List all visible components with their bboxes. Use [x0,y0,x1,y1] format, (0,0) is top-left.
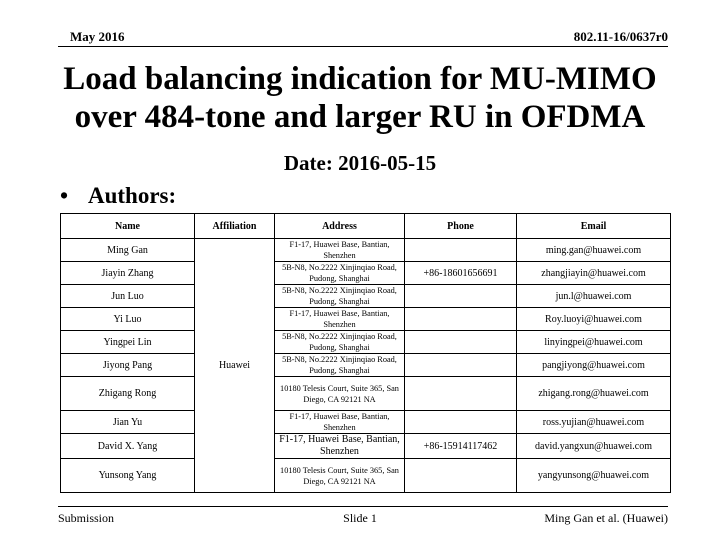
author-phone [405,411,517,434]
author-email: zhangjiayin@huawei.com [517,262,671,285]
table-row [61,239,671,262]
author-email: zhigang.rong@huawei.com [517,377,671,411]
table-row [61,459,671,493]
author-email: Roy.luoyi@huawei.com [517,308,671,331]
table-row [61,331,671,354]
table-row [61,262,671,285]
author-name: Yingpei Lin [61,331,195,354]
author-name: Jun Luo [61,285,195,308]
author-phone [405,459,517,493]
author-address: F1-17, Huawei Base, Bantian, Shenzhen [275,308,405,331]
column-header: Phone [405,214,517,239]
column-header: Email [517,214,671,239]
author-email: ming.gan@huawei.com [517,239,671,262]
author-name: Yunsong Yang [61,459,195,493]
table-row [61,377,671,411]
column-header: Affiliation [195,214,275,239]
author-address: F1-17, Huawei Base, Bantian, Shenzhen [275,239,405,262]
slide-title: Load balancing indication for MU-MIMO over 484-tone and larger RU in OFDMA [63,61,657,135]
author-email: linyingpei@huawei.com [517,331,671,354]
author-phone [405,331,517,354]
author-address: 5B-N8, No.2222 Xinjinqiao Road, Pudong, Shanghai [275,331,405,354]
author-phone [405,377,517,411]
author-email: yangyunsong@huawei.com [517,459,671,493]
bullet-icon: • [60,183,69,208]
date-line: Date: 2016-05-15 [283,151,437,175]
author-phone: +86-15914117462 [405,434,517,459]
author-email: jun.l@huawei.com [517,285,671,308]
author-address: 5B-N8, No.2222 Xinjinqiao Road, Pudong, Shanghai [275,262,405,285]
footer-rule [58,506,668,507]
author-affiliation: Huawei [195,239,275,493]
table-header-row [61,214,671,239]
header-rule [58,46,668,47]
author-address: F1-17, Huawei Base, Bantian, Shenzhen [275,434,405,459]
footer-author: Ming Gan et al. (Huawei) [544,511,668,525]
author-email: david.yangxun@huawei.com [517,434,671,459]
footer-slide-number: Slide 1 [343,511,377,525]
author-address: 10180 Telesis Court, Suite 365, San Diego, CA 92121 NA [275,459,405,493]
table-row [61,434,671,459]
header-doc-id: 802.11-16/0637r0 [573,29,668,44]
author-phone [405,285,517,308]
author-phone [405,354,517,377]
author-name: Yi Luo [61,308,195,331]
table-row [61,285,671,308]
authors-heading [60,183,176,209]
authors-table [60,213,671,493]
author-email: ross.yujian@huawei.com [517,411,671,434]
author-address: F1-17, Huawei Base, Bantian, Shenzhen [275,411,405,434]
author-name: David X. Yang [61,434,195,459]
authors-heading-text: Authors: [88,183,177,208]
column-header: Name [61,214,195,239]
author-name: Jiyong Pang [61,354,195,377]
author-phone [405,308,517,331]
header-date: May 2016 [70,29,125,44]
author-name: Jiayin Zhang [61,262,195,285]
table-row [61,411,671,434]
author-address: 5B-N8, No.2222 Xinjinqiao Road, Pudong, Shanghai [275,285,405,308]
column-header: Address [275,214,405,239]
author-phone: +86-18601656691 [405,262,517,285]
author-name: Jian Yu [61,411,195,434]
author-name: Ming Gan [61,239,195,262]
author-phone [405,239,517,262]
author-name: Zhigang Rong [61,377,195,411]
author-address: 10180 Telesis Court, Suite 365, San Diego, CA 92121 NA [275,377,405,411]
footer-submission: Submission [58,511,115,525]
table-row [61,354,671,377]
author-address: 5B-N8, No.2222 Xinjinqiao Road, Pudong, Shanghai [275,354,405,377]
table-row [61,308,671,331]
author-email: pangjiyong@huawei.com [517,354,671,377]
